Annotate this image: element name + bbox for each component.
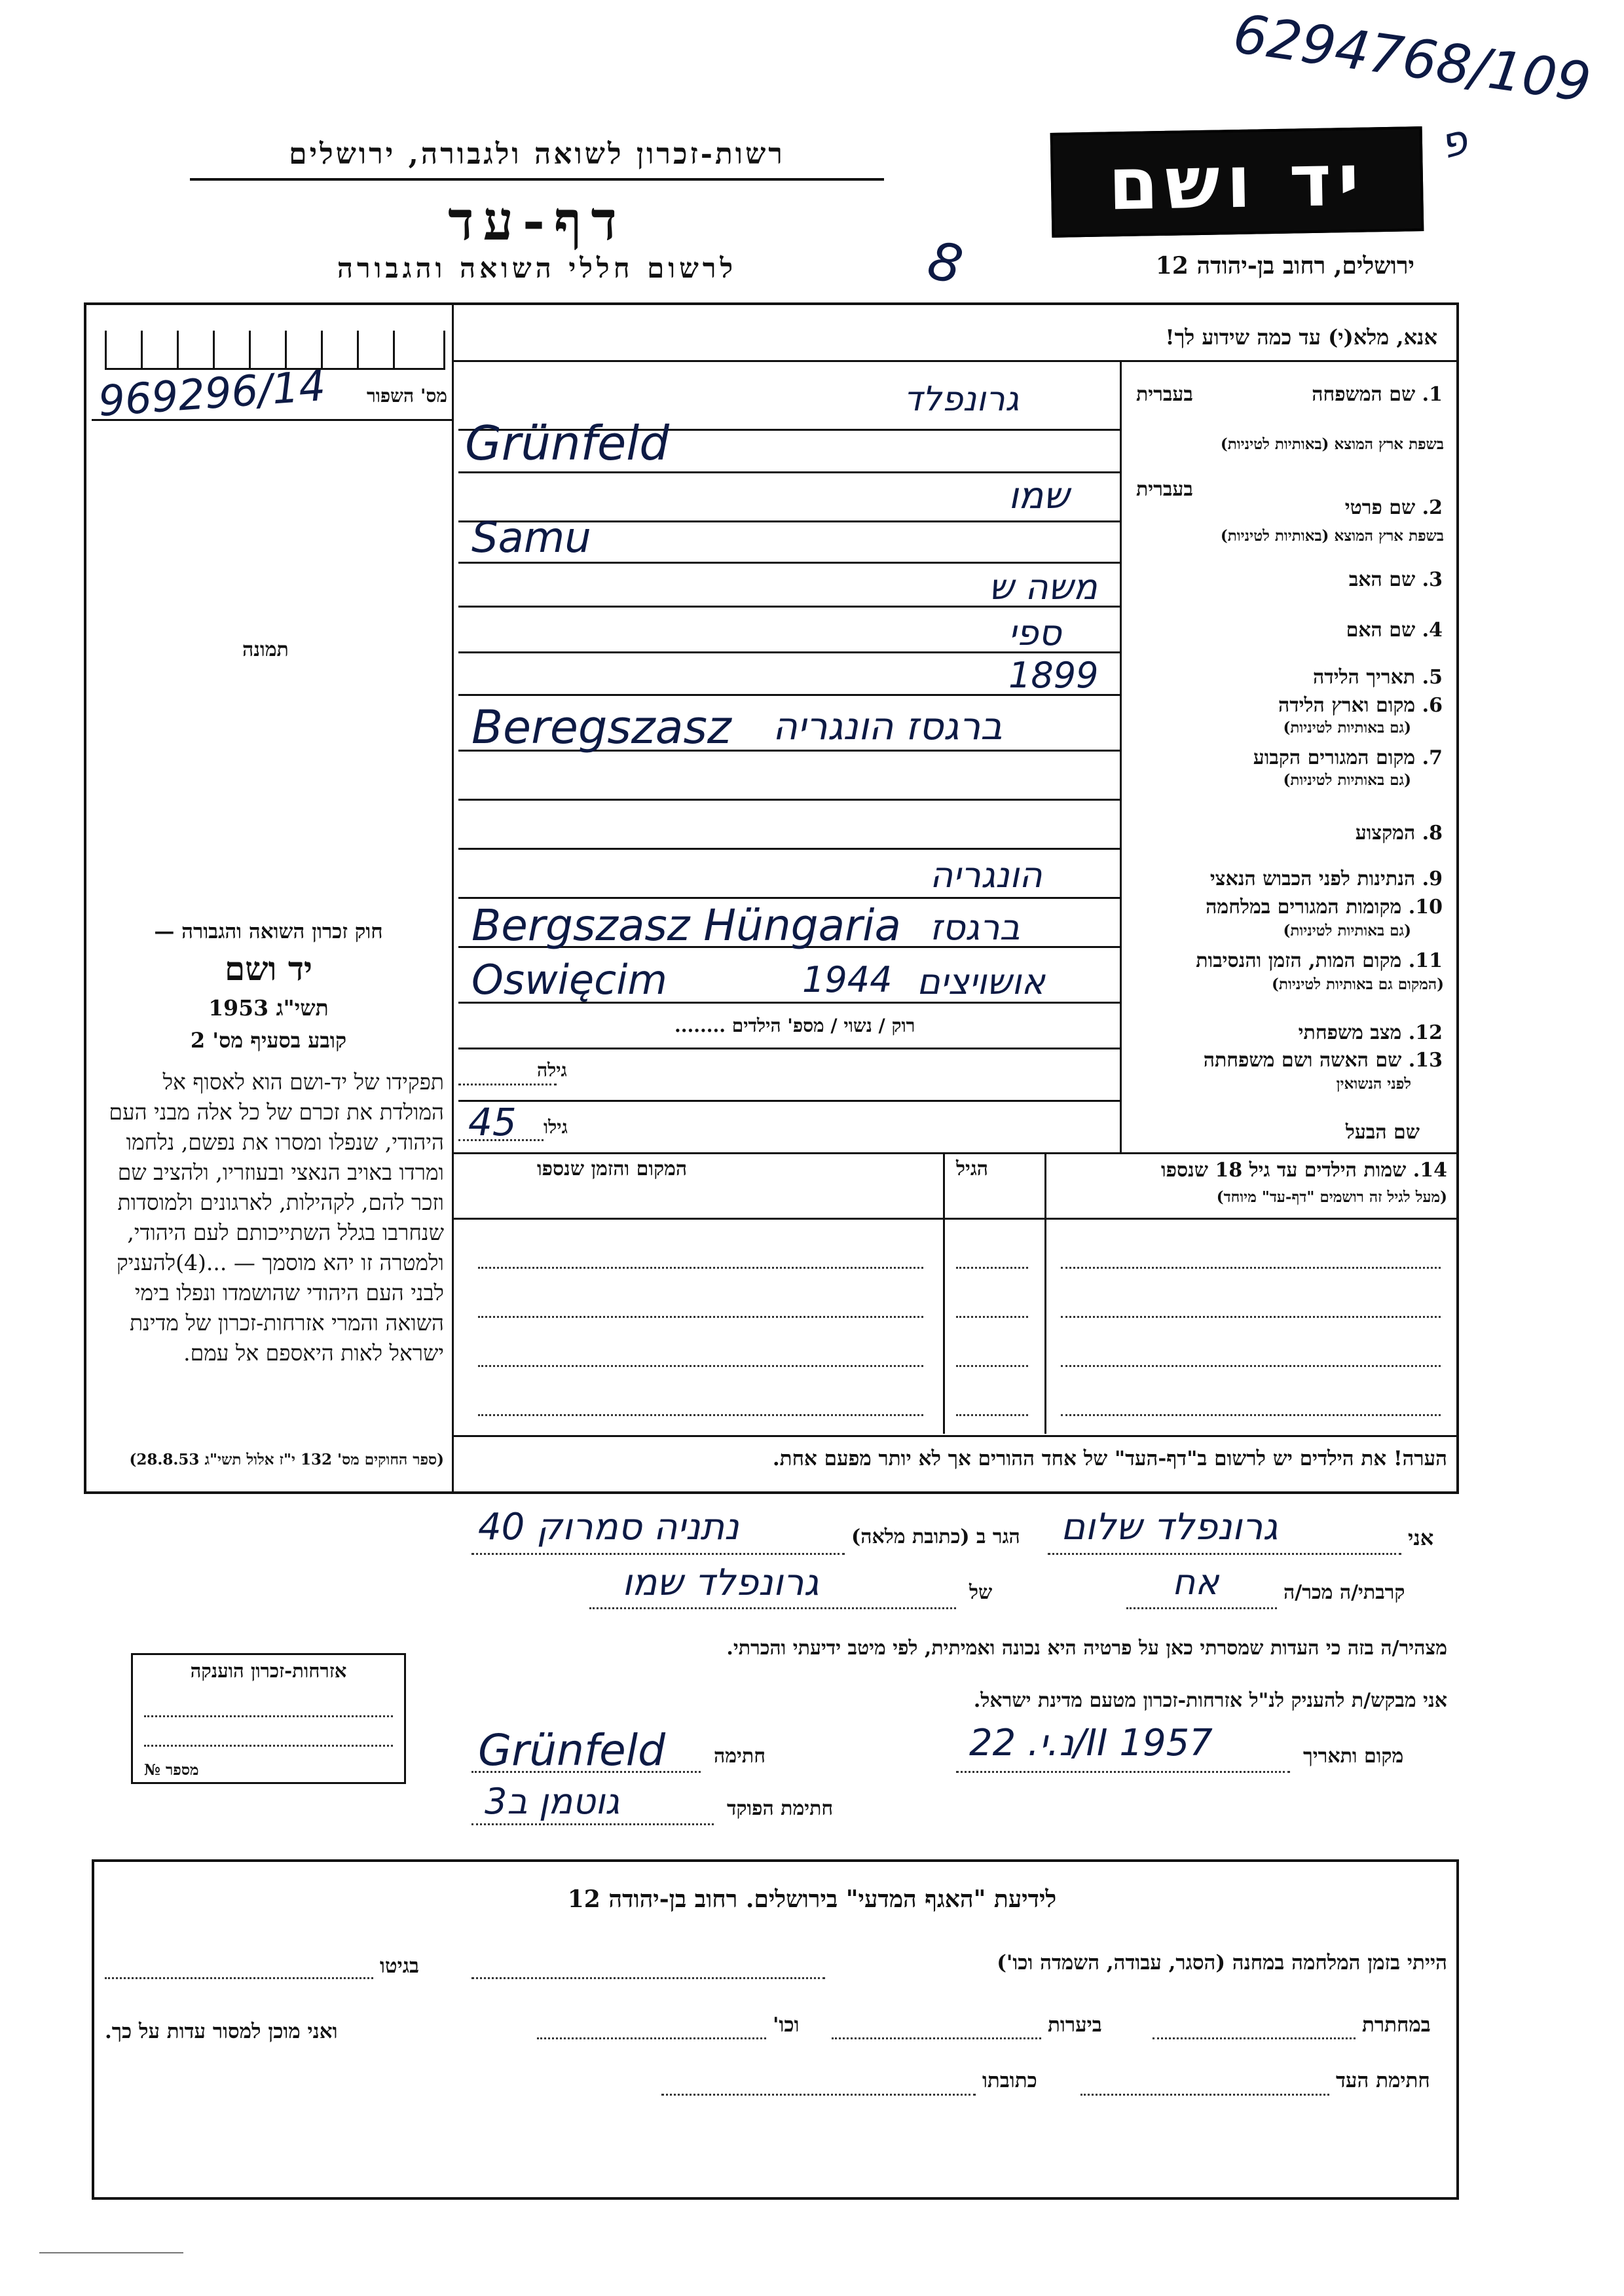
serial-value[interactable]: 969296/14 (96, 361, 327, 427)
field-11-sub: (המקום גם באותיות לטיניות) (1272, 975, 1444, 993)
children-col-divider-2 (943, 1152, 945, 1434)
decl-address-dots (471, 1553, 845, 1555)
law-reference: (ספר החוקים מס' 132 י"ז אלול תשי"ג 28.8.53) (129, 1451, 444, 1468)
children-row-3-name (1061, 1365, 1441, 1367)
children-col-divider-1 (1044, 1152, 1046, 1434)
decl-i-label: אני (1408, 1525, 1434, 1550)
field-9-label (1132, 867, 1443, 890)
instruction: אנא, מלא(י) עד כמה שידוע לך! (1165, 325, 1437, 350)
citizenship-box-number: מספר № (144, 1761, 199, 1779)
decl-clerk-label: חתימת הפוקד (727, 1797, 834, 1820)
birth-date[interactable]: 1899 (1008, 655, 1099, 696)
decl-statement: מצהיר/ה בזה כי העדות שמסרתי כאן על פרטיה היא נכונה ואמיתית, לפי מיטב ידיעתי והכרתי. (726, 1637, 1447, 1660)
field-8-label (1132, 822, 1443, 845)
line-1b (458, 471, 1120, 473)
death-place-latin[interactable]: Oswięcim (471, 956, 667, 1004)
line-8 (458, 848, 1120, 850)
given-name-latin[interactable]: Samu (471, 514, 591, 562)
yad-vashem-logo (1050, 126, 1424, 238)
children-row-1-place (478, 1267, 923, 1269)
footer-line2-a-dots (1153, 2037, 1356, 2039)
decl-clerk-value[interactable]: גוטמן ב3 (485, 1781, 620, 1822)
children-subtitle: (מעל לגיל זה רושמים "דף-עד" מיוחד) (1216, 1188, 1447, 1206)
children-title: 14. שמות הילדים עד גיל 18 שנספו (1160, 1159, 1447, 1182)
decl-address[interactable]: נתניה סמרוק 40 (478, 1506, 739, 1548)
mother-name[interactable]: ספי (1008, 612, 1061, 653)
field-6-num: 6. (1422, 694, 1443, 717)
field-8-name: המקצוע (1355, 822, 1416, 845)
field-2-sub: בשפת ארץ המוצא (באותיות לטיניות) (1220, 527, 1444, 545)
children-col-place: המקום והזמן שנספו (537, 1157, 688, 1180)
decl-relation-value[interactable]: אח (1172, 1561, 1219, 1603)
decl-place-date-label: מקום ותאריך (1303, 1745, 1404, 1768)
law-year: 1953 (208, 995, 269, 1021)
field-10-label (1132, 896, 1443, 919)
footer-line1-end-dots (105, 1977, 373, 1979)
husband-age-dots (458, 1139, 544, 1141)
field-3-num: 3. (1422, 568, 1443, 591)
footer-line2-a: במחתרת (1362, 2013, 1431, 2037)
footer-line2-b-dots (832, 2037, 1041, 2039)
field-12-name: מצב משפחתי (1298, 1021, 1402, 1044)
field-1-sub: בשפת ארץ המוצא (באותיות לטיניות) (1220, 435, 1444, 453)
field-3-name: שם האב (1348, 568, 1416, 591)
form-title-text: דף-עד (448, 190, 626, 253)
line-7 (458, 799, 1120, 801)
form-subtitle-text: לרשום חללי השואה והגבורה (337, 252, 737, 284)
field-11-name: מקום המות, הזמן והנסיבות (1196, 949, 1402, 972)
children-row-3-age (956, 1365, 1028, 1367)
authority-line-text: רשות-זכרון לשואה ולגבורה, ירושלים (289, 137, 785, 171)
children-row-4-name (1061, 1414, 1441, 1416)
birthplace-latin[interactable]: Beregszasz (471, 701, 731, 754)
decl-relation-dots (1126, 1607, 1277, 1609)
field-7-num: 7. (1422, 746, 1443, 769)
law-title: חוק זכרון השואה והגבורה — (154, 920, 383, 943)
field-6-sub: (גם באותיות לטיניות) (1283, 719, 1411, 737)
law-text: תפקידו של יד-ושם הוא לאסוף אל המולדת את זכרם של כל אלה מבני העם היהודי, שנפלו ומסרו את נפשם, נלחמו ומרדו באויב הנאצי ובעוזריו, ולהציב שם וזכר להם, לקהילות, לארגונים ולמוסדות שנחרבו בגלל השתייכותם לעם היהודי, ולמטרה זו יהא מוסמך — ...(4)להעניק לבני העם היהודי שהושמדו ונפלו בימי השואה והמרי אזרחות-זכרון של מדינת ישראל לאות היאספם אל עמם. (109, 1069, 444, 1366)
decl-request: אני מבקש/ת להעניק לנ"ל אזרחות-זכרון מטעם מדינת ישראל. (973, 1689, 1447, 1712)
death-year[interactable]: 1944 (802, 959, 893, 1000)
decl-signature-dots (471, 1771, 701, 1773)
field-2-lang: בעברית (1136, 478, 1193, 501)
law-name: יד ושם (225, 949, 312, 988)
footer-line3-b: כתובתו (982, 2069, 1037, 2092)
wartime-residence-latin[interactable]: Bergszasz Hüngaria (471, 900, 901, 951)
children-row-1-age (956, 1267, 1028, 1269)
field-11-num: 11. (1408, 949, 1443, 972)
line-12 (458, 1048, 1120, 1049)
field-1-name: שם המשפחה (1312, 383, 1416, 406)
photo-label: תמונה (242, 638, 289, 661)
field-2-name: שם פרטי (1344, 496, 1416, 519)
field-12-label (1132, 1021, 1443, 1044)
field-13-sub: לפני הנשואין (1336, 1075, 1411, 1093)
decl-i-value[interactable]: גרונפלד שלום (1061, 1506, 1278, 1548)
footer-line2-end: ואני מוכן למסור עדות על כך. (105, 2020, 338, 2043)
form-title (367, 190, 707, 253)
field-9-name: הנתינות לפני הכבוש הנאצי (1209, 867, 1416, 890)
footer-line3-b-dots (661, 2094, 976, 2096)
field-2-num: 2. (1422, 496, 1443, 519)
field-11-label (1132, 949, 1443, 972)
field-7-label (1132, 746, 1443, 769)
decl-signature-value[interactable]: Grünfeld (478, 1725, 666, 1776)
authority-line (183, 137, 891, 171)
children-row-1-name (1061, 1267, 1441, 1269)
children-note: הערה! את הילדים יש לרשום ב"דף-העד" של אחד ההורים אך לא יותר מפעם אחת. (772, 1447, 1447, 1470)
authority-underline (190, 178, 884, 181)
decl-of-value[interactable]: גרונפלד שמו (622, 1561, 819, 1604)
wife-age-label: גילה (537, 1059, 567, 1081)
footer-line3-a: חתימת העד (1336, 2069, 1430, 2092)
field-10-sub: (גם באותיות לטיניות) (1283, 922, 1411, 939)
decl-clerk-dots (471, 1823, 714, 1825)
nationality[interactable]: הונגריה (930, 854, 1043, 896)
children-row-2-place (478, 1316, 923, 1318)
birthplace-hebrew[interactable]: ברגסז הונגריה (773, 704, 1003, 748)
wartime-residence-hebrew[interactable]: ברגסז (930, 907, 1020, 948)
instruction-rule (452, 360, 1459, 362)
decl-place-date-value[interactable]: נ.י. 22/II 1957 (969, 1722, 1213, 1764)
field-9-num: 9. (1422, 867, 1443, 890)
decl-signature-label: חתימה (714, 1745, 766, 1768)
serial-ticks (105, 331, 445, 370)
address-text: ירושלים, רחוב בן-יהודה 12 (1155, 252, 1414, 280)
children-col-age: הגיל (956, 1157, 989, 1180)
husband-label: שם הבעל (1345, 1121, 1420, 1144)
field-1-lang: בעברית (1136, 383, 1193, 406)
children-row-2-age (956, 1316, 1028, 1318)
law-year-line (98, 995, 439, 1021)
surname-hebrew[interactable]: גרונפלד (904, 380, 1020, 419)
field-3-label (1132, 568, 1443, 591)
field-13-num: 13. (1408, 1049, 1443, 1072)
children-row-4-age (956, 1414, 1028, 1416)
footer-line1-end: בגיטו (380, 1954, 419, 1978)
field-7-name: מקום המגורים הקבוע (1253, 746, 1416, 769)
children-header-rule (452, 1218, 1459, 1220)
field-4-num: 4. (1422, 619, 1443, 642)
archive-number (1227, 3, 1595, 128)
decl-of-dots (589, 1607, 956, 1609)
field-5-name: תאריך הלידה (1313, 666, 1416, 689)
husband-age-label: גילו (544, 1116, 568, 1138)
line-13 (458, 1100, 1120, 1102)
footer-line2-c: וכו' (773, 2013, 800, 2037)
field-13-name: שם האשה ושם משפחתה (1203, 1049, 1402, 1072)
children-row-3-place (478, 1365, 923, 1367)
handwritten-mark (923, 230, 968, 297)
footer-line3-a-dots (1080, 2094, 1329, 2096)
footer-title: לידיעת "האגף המדעי" בירושלים. רחוב בן-יהודה 12 (567, 1886, 1057, 1913)
sidebar-divider (452, 302, 454, 1494)
death-place-hebrew[interactable]: אושויצים (917, 961, 1045, 1002)
decl-place-date-dots (956, 1771, 1290, 1773)
field-12-num: 12. (1408, 1021, 1443, 1044)
archive-suffix (1435, 115, 1473, 169)
citizenship-box-title: אזרחות-זכרון הוענקה (190, 1660, 347, 1682)
citizenship-box-dots-2 (144, 1745, 393, 1747)
address (1048, 252, 1414, 280)
field-4-name: שם האם (1346, 619, 1416, 642)
serial-underline (92, 419, 452, 421)
field-8-num: 8. (1422, 822, 1443, 845)
field-10-name: מקומות המגורים במלחמה (1206, 896, 1402, 919)
field-5-num: 5. (1422, 666, 1443, 689)
field-5-label (1132, 666, 1443, 689)
surname-latin[interactable]: Grünfeld (465, 416, 670, 471)
decl-residing: הגר ב (כתובת מלאה) (851, 1525, 1020, 1548)
field-10-num: 10. (1408, 896, 1443, 919)
line-14-top (452, 1152, 1459, 1154)
children-row-2-name (1061, 1316, 1441, 1318)
husband-age-value[interactable]: 45 (468, 1100, 517, 1144)
field-4-label (1132, 619, 1443, 642)
footer-line2-c-dots (537, 2037, 766, 2039)
law-clause: קובע בסעיף מס' 2 (190, 1028, 347, 1053)
citizenship-box-dots-1 (144, 1715, 393, 1717)
father-name[interactable]: משה ש (989, 566, 1098, 608)
field-13-label (1132, 1049, 1443, 1072)
field-1-num: 1. (1422, 383, 1443, 406)
children-row-4-place (478, 1414, 923, 1416)
archive-number-text: 6294768/109 (1229, 3, 1595, 115)
marital-options: רוק / נשוי / מספ' הילדים ........ (674, 1015, 915, 1036)
footer-line1-dots (471, 1977, 825, 1979)
logo-text: יד ושם (1107, 137, 1367, 227)
given-name-hebrew[interactable]: שמו (1008, 475, 1069, 517)
field-7-sub: (גם באותיות לטיניות) (1283, 771, 1411, 789)
note-rule (452, 1435, 1459, 1437)
label-column-divider (1120, 360, 1122, 1152)
field-6-label (1132, 694, 1443, 717)
line-9 (458, 897, 1120, 899)
law-year-hebrew: תשי"ג (276, 995, 329, 1021)
serial-label: מס' השפור (367, 385, 447, 407)
decl-i-dots (1048, 1553, 1401, 1555)
footer-line1: הייתי בזמן המלחמה במחנה (הסגר, עבודה, השמדה וכו') (997, 1951, 1447, 1975)
archive-suffix-text: פ (1435, 115, 1473, 169)
decl-relation-label: קרבתי/ה מכר/ה (1283, 1581, 1405, 1604)
form-subtitle (242, 252, 832, 285)
field-6-name: מקום וארץ הלידה (1278, 694, 1416, 717)
footer-line2-b: ביערות (1048, 2013, 1102, 2037)
wife-age-dots (458, 1084, 557, 1085)
handwritten-mark-text: 8 (922, 229, 969, 297)
scan-edge-mark (39, 2252, 183, 2253)
decl-of-label: של (969, 1581, 993, 1604)
